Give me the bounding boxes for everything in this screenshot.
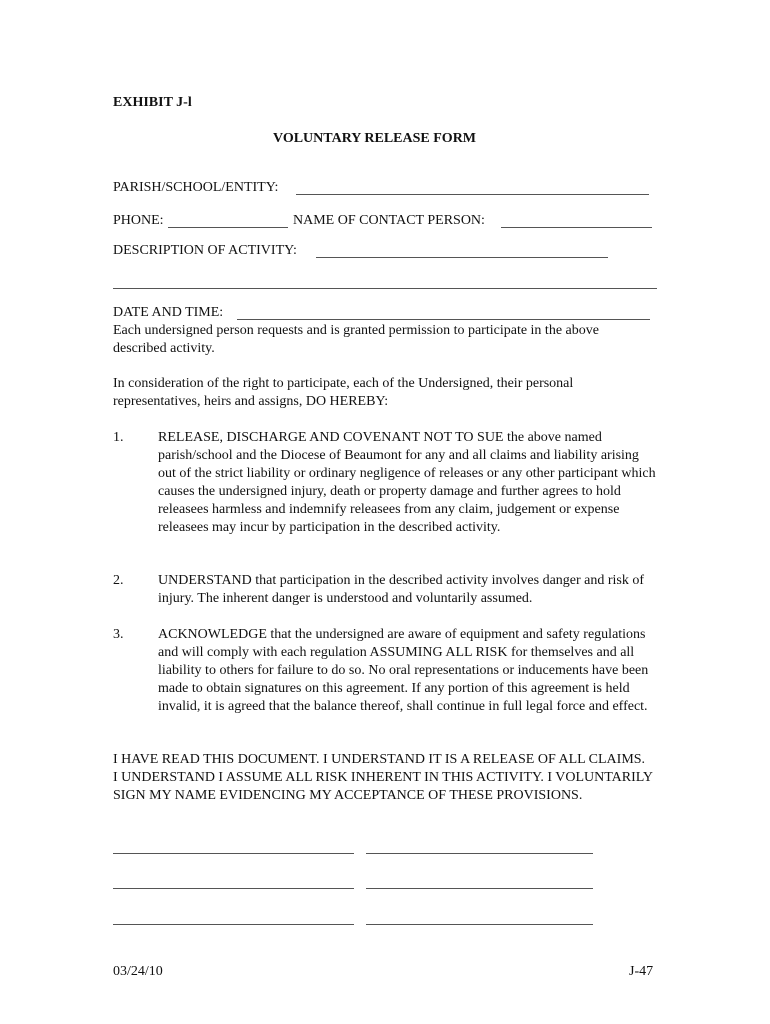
description-label: DESCRIPTION OF ACTIVITY:: [113, 243, 297, 258]
phone-label: PHONE:: [113, 213, 164, 228]
footer-date: 03/24/10: [113, 964, 163, 979]
item-number: 2.: [113, 573, 124, 588]
consideration-paragraph: In consideration of the right to participate, each of the Undersigned, their personal representatives, heirs and assigns, DO HEREBY:: [113, 376, 574, 409]
item-number: 3.: [113, 627, 124, 642]
contact-label: NAME OF CONTACT PERSON:: [293, 213, 485, 228]
intro-paragraph: Each undersigned person requests and is granted permission to participate in the above described activity.: [113, 323, 599, 356]
item-release-text: RELEASE, DISCHARGE AND COVENANT NOT TO SUE the above named parish/school and the Diocese of Beaumont for any and all claims and liability arising out of the strict liability or ordinary negligence of releases or any other participant which causes the undersigned injury, death or property damage and further agrees to hold releasees harmless and indemnify releasees from any claim, judgement or expense releasees may incur by participation in the described activity.: [158, 430, 656, 535]
date-time-label: DATE AND TIME:: [113, 305, 224, 320]
signature-line[interactable]: [366, 888, 593, 889]
parish-field-line[interactable]: [296, 194, 649, 195]
date-time-field-line[interactable]: [237, 319, 650, 320]
item-number: 1.: [113, 430, 124, 445]
description-extra-line[interactable]: [113, 288, 657, 289]
signature-line[interactable]: [113, 924, 354, 925]
item-acknowledge-text: ACKNOWLEDGE that the undersigned are aware of equipment and safety regulations and will comply with each regulation ASSUMING ALL RISK for themselves and all liability to others for failure to do so. No oral representations or inducements have been made to obtain signatures on this agreement. If any portion of this agreement is held invalid, it is agreed that the balance thereof, shall continue in full legal force and effect.: [158, 627, 649, 714]
item-understand-text: UNDERSTAND that participation in the described activity involves danger and risk of injury. The inherent danger is understood and voluntarily assumed.: [158, 573, 645, 606]
declaration-paragraph: I HAVE READ THIS DOCUMENT. I UNDERSTAND IT IS A RELEASE OF ALL CLAIMS. I UNDERSTAND I ASSUME ALL RISK INHERENT IN THIS ACTIVITY. I VOLUNTARILY SIGN MY NAME EVIDENCING MY ACCEPTANCE OF THESE PROVISIONS.: [113, 752, 653, 803]
form-title: VOLUNTARY RELEASE FORM: [273, 131, 477, 146]
signature-line[interactable]: [113, 853, 354, 854]
exhibit-label: EXHIBIT J-l: [113, 95, 192, 110]
contact-field-line[interactable]: [501, 227, 652, 228]
parish-label: PARISH/SCHOOL/ENTITY:: [113, 180, 279, 195]
footer-page-code: J-47: [629, 964, 654, 979]
signature-line[interactable]: [366, 853, 593, 854]
phone-field-line[interactable]: [168, 227, 288, 228]
signature-line[interactable]: [366, 924, 593, 925]
signature-line[interactable]: [113, 888, 354, 889]
description-field-line[interactable]: [316, 257, 608, 258]
